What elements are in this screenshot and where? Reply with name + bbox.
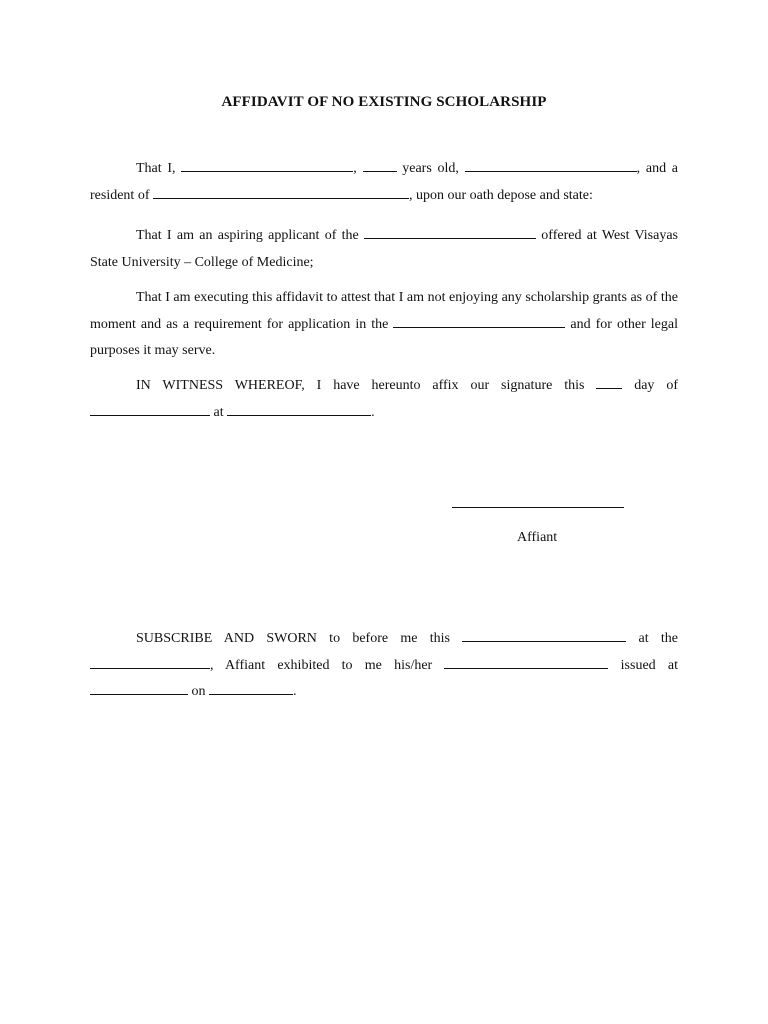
day-blank[interactable] <box>596 375 622 389</box>
document-title: AFFIDAVIT OF NO EXISTING SCHOLARSHIP <box>221 94 547 110</box>
age-blank[interactable] <box>363 158 397 172</box>
p3-text-1: That I am executing this affidavit to attest that I am not enjoying any scholarship grants as of the moment and as a requirement for application in the <box>90 290 678 332</box>
p5-text-5: on <box>188 684 209 699</box>
issued-on-blank[interactable] <box>209 681 293 695</box>
p5-text-2: at the <box>626 631 678 646</box>
p5-text-6: . <box>293 684 297 699</box>
signature-line[interactable] <box>452 507 624 508</box>
p3-text-2: and for other legal purposes it may serve. <box>90 316 678 358</box>
id-blank[interactable] <box>444 655 608 669</box>
p2-text-1: That I am an aspiring applicant of the <box>136 228 365 243</box>
issued-at-blank[interactable] <box>90 681 188 695</box>
application-blank[interactable] <box>393 314 565 328</box>
residence-blank[interactable] <box>153 185 409 199</box>
p1-text-1: That I, <box>136 161 182 176</box>
p1-text-2: , <box>353 161 363 176</box>
paragraph-identity <box>90 156 678 209</box>
name-blank[interactable] <box>181 158 353 172</box>
p5-text-4: issued at <box>608 657 678 673</box>
civil-status-blank[interactable] <box>465 158 637 172</box>
p1-text-5: , upon our oath depose and state: <box>408 187 593 203</box>
p5-text-3: , Affiant exhibited to me his/her <box>210 657 445 673</box>
p1-text-3: years old, <box>396 161 465 176</box>
p4-text-2: day of <box>622 378 678 393</box>
sworn-date-blank[interactable] <box>462 628 626 642</box>
p1-text-4: , and a resident of <box>90 161 679 203</box>
paragraph-witness <box>90 373 678 426</box>
paragraph-jurat <box>90 626 678 706</box>
p5-text-1: SUBSCRIBE AND SWORN to before me this <box>136 631 463 646</box>
place-blank[interactable] <box>227 402 371 416</box>
paragraph-applicant <box>90 223 678 276</box>
paragraph-attestation <box>90 285 678 365</box>
p2-text-2: offered at West Visayas State University – College of Medicine; <box>90 228 678 270</box>
p4-text-4: . <box>371 404 375 420</box>
p4-text-1: IN WITNESS WHEREOF, I have hereunto affix our signature this <box>136 378 597 393</box>
month-year-blank[interactable] <box>90 402 210 416</box>
sworn-place-blank[interactable] <box>90 655 210 669</box>
affidavit-page <box>90 0 678 1024</box>
program-blank[interactable] <box>364 225 536 239</box>
p4-text-3: at <box>210 404 228 420</box>
affiant-label: Affiant <box>517 530 558 545</box>
